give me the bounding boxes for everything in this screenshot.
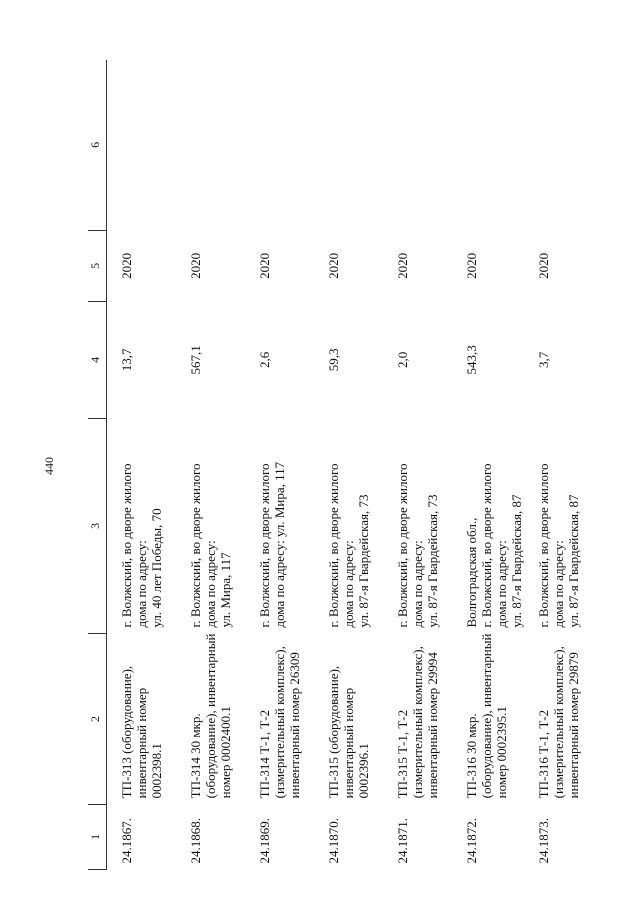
row-number: 24.1868.	[188, 818, 203, 864]
object-name-line: (измерительный комплекс),	[272, 646, 287, 799]
object-name-line: ТП-314 30 мкр.	[188, 713, 203, 799]
column-6-cell	[176, 60, 245, 230]
object-address-line: г. Волжский, во дворе жилого	[326, 463, 341, 628]
column-header-2: 2	[88, 634, 107, 805]
object-address-line: дома по адресу: ул. Мира, 117	[272, 461, 287, 628]
object-address-line: ул. 87-я Гвардейская, 73	[356, 494, 371, 628]
row-number: 24.1867.	[119, 818, 134, 864]
object-name-line: 0002398.1	[149, 743, 164, 799]
rotated-page	[42, 60, 608, 870]
table-row	[314, 60, 383, 870]
object-address-line: дома по адресу:	[494, 540, 509, 628]
object-address-line: г. Волжский, во дворе жилого	[395, 463, 410, 628]
object-address-line: дома по адресу:	[203, 540, 218, 628]
column-header-6: 6	[88, 60, 107, 230]
object-address-line: дома по адресу:	[551, 540, 566, 628]
object-name	[452, 634, 524, 805]
object-name-line: ТП-315 (оборудование),	[326, 665, 341, 799]
object-name-line: ТП-315 Т-1, Т-2	[395, 709, 410, 799]
object-name-line: номер 0002400.1	[218, 706, 233, 799]
object-name-line: ТП-316 30 мкр.	[464, 713, 479, 799]
object-year: 2020	[257, 252, 272, 279]
page-number: 440	[42, 457, 56, 475]
table-row	[245, 60, 314, 870]
object-name-line: инвентарный номер	[341, 687, 356, 799]
object-address-line: дома по адресу:	[134, 540, 149, 628]
object-address-line: г. Волжский, во дворе жилого	[257, 463, 272, 628]
object-value: 543,3	[464, 345, 479, 375]
object-name-line: ТП-313 (оборудование),	[119, 665, 134, 799]
object-address-line: дома по адресу:	[410, 540, 425, 628]
object-address-line: ул. 87-я Гвардейская, 73	[425, 494, 440, 628]
row-number: 24.1869.	[257, 818, 272, 864]
registry-table	[88, 60, 593, 870]
object-year: 2020	[188, 252, 203, 279]
object-value: 59,3	[326, 348, 341, 372]
column-6-cell	[524, 60, 593, 230]
row-number: 24.1870.	[326, 818, 341, 864]
column-6-cell	[452, 60, 524, 230]
column-6-cell	[107, 60, 177, 230]
object-address-line: ул. 87-я Гвардейская, 87	[566, 494, 581, 628]
row-number: 24.1872.	[464, 818, 479, 864]
table-row	[383, 60, 452, 870]
object-address	[452, 418, 524, 633]
object-name	[524, 634, 593, 805]
object-name-line: инвентарный номер 26309	[287, 652, 302, 799]
object-name	[383, 634, 452, 805]
object-name	[245, 634, 314, 805]
object-name-line: ТП-316 Т-1, Т-2	[536, 709, 551, 799]
column-header-4: 4	[88, 301, 107, 418]
object-name-line: 0002396.1	[356, 743, 371, 799]
object-address-line: ул. 40 лет Победы, 70	[149, 508, 164, 628]
object-address	[383, 418, 452, 633]
object-year: 2020	[326, 252, 341, 279]
object-address	[107, 418, 177, 633]
object-year: 2020	[395, 252, 410, 279]
object-name	[176, 634, 245, 805]
object-name-line: номер 0002395.1	[494, 706, 509, 799]
object-name-line: инвентарный номер	[134, 687, 149, 799]
header-row	[88, 60, 107, 870]
object-address-line: г. Волжский, во дворе жилого	[536, 463, 551, 628]
object-address-line: Волгоградская обл.,	[464, 517, 479, 628]
column-header-1: 1	[88, 804, 107, 869]
object-address-line: г. Волжский, во дворе жилого	[188, 463, 203, 628]
object-value: 567,1	[188, 345, 203, 375]
column-6-cell	[245, 60, 314, 230]
object-name-line: (измерительный комплекс),	[410, 646, 425, 799]
table-row	[524, 60, 593, 870]
column-6-cell	[383, 60, 452, 230]
column-6-cell	[314, 60, 383, 230]
object-value: 3,7	[536, 351, 551, 368]
object-address	[176, 418, 245, 633]
object-address-line: г. Волжский, во дворе жилого	[479, 463, 494, 628]
object-year: 2020	[119, 252, 134, 279]
object-year: 2020	[464, 252, 479, 279]
row-number: 24.1871.	[395, 818, 410, 864]
object-name	[314, 634, 383, 805]
object-name-line: (оборудование), инвентарный	[479, 633, 494, 799]
object-address-line: ул. Мира, 117	[218, 552, 233, 628]
table-header	[88, 60, 107, 870]
object-name	[107, 634, 177, 805]
object-name-line: (измерительный комплекс),	[551, 646, 566, 799]
table-row	[452, 60, 524, 870]
table-row	[176, 60, 245, 870]
object-address	[314, 418, 383, 633]
object-address	[524, 418, 593, 633]
object-name-line: (оборудование), инвентарный	[203, 633, 218, 799]
object-value: 2,0	[395, 351, 410, 368]
object-value: 13,7	[119, 348, 134, 372]
column-header-5: 5	[88, 230, 107, 301]
object-value: 2,6	[257, 351, 272, 368]
row-number: 24.1873.	[536, 818, 551, 864]
object-name-line: ТП-314 Т-1, Т-2	[257, 709, 272, 799]
object-address-line: г. Волжский, во дворе жилого	[119, 463, 134, 628]
table-row	[107, 60, 177, 870]
object-address-line: дома по адресу:	[341, 540, 356, 628]
column-header-3: 3	[88, 418, 107, 633]
table-body	[107, 60, 594, 870]
object-address	[245, 418, 314, 633]
object-name-line: инвентарный номер 29879	[566, 652, 581, 799]
object-name-line: инвентарный номер 29994	[425, 652, 440, 799]
object-year: 2020	[536, 252, 551, 279]
object-address-line: ул. 87-я Гвардейская, 87	[509, 494, 524, 628]
